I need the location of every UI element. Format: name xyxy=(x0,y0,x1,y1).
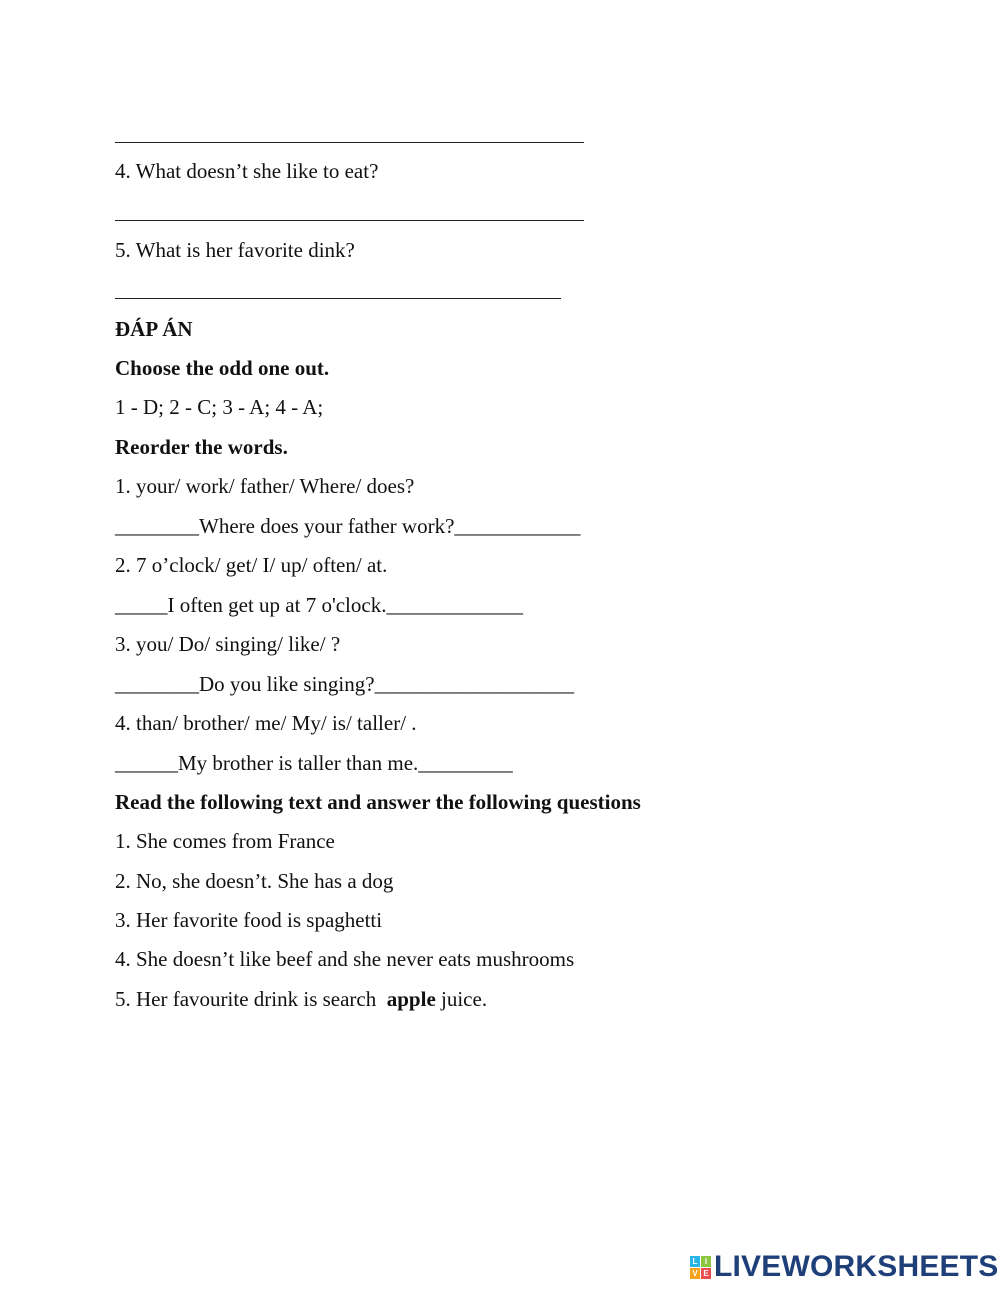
reading-answer-5-bold: apple xyxy=(386,987,436,1011)
reorder-answer-4: ______My brother is taller than me._________ xyxy=(115,751,513,775)
reorder-answer-1: ________Where does your father work?____________ xyxy=(115,514,581,538)
answer-line-3 xyxy=(115,142,584,143)
question-5: 5. What is her favorite dink? xyxy=(115,238,355,262)
odd-one-out-title: Choose the odd one out. xyxy=(115,356,330,380)
logo-tile-l: L xyxy=(690,1256,700,1267)
reorder-prompt-1: 1. your/ work/ father/ Where/ does? xyxy=(115,474,415,498)
reorder-title: Reorder the words. xyxy=(115,435,288,459)
reading-answer-5-before: 5. Her favourite drink is search xyxy=(115,987,382,1011)
logo-mark-icon xyxy=(690,1256,711,1279)
reorder-answer-3: ________Do you like singing?___________________ xyxy=(115,672,575,696)
answer-key-heading: ĐÁP ÁN xyxy=(115,317,193,341)
reading-title: Read the following text and answer the following questions xyxy=(115,790,641,814)
logo-text: LIVEWORKSHEETS xyxy=(714,1250,999,1283)
odd-one-out-answers: 1 - D; 2 - C; 3 - A; 4 - A; xyxy=(115,395,324,419)
logo-tile-e: E xyxy=(701,1268,711,1279)
answer-line-4 xyxy=(115,220,584,221)
logo-tile-i: I xyxy=(701,1256,711,1267)
answer-line-5 xyxy=(115,298,561,299)
reading-answer-2: 2. No, she doesn’t. She has a dog xyxy=(115,869,394,893)
reorder-answer-2: _____I often get up at 7 o'clock._____________ xyxy=(115,593,523,617)
reading-answer-5-after: juice. xyxy=(435,987,488,1011)
reading-answer-4: 4. She doesn’t like beef and she never eats mushrooms xyxy=(115,947,575,971)
reading-answer-5 xyxy=(115,987,487,1011)
logo-tile-v: V xyxy=(690,1268,700,1279)
reorder-prompt-4: 4. than/ brother/ me/ My/ is/ taller/ . xyxy=(115,711,417,735)
question-4: 4. What doesn’t she like to eat? xyxy=(115,159,379,183)
reorder-prompt-3: 3. you/ Do/ singing/ like/ ? xyxy=(115,632,341,656)
reading-answer-1: 1. She comes from France xyxy=(115,829,335,853)
reorder-prompt-2: 2. 7 o’clock/ get/ I/ up/ often/ at. xyxy=(115,553,388,577)
liveworksheets-logo xyxy=(690,1251,999,1283)
reading-answer-3: 3. Her favorite food is spaghetti xyxy=(115,908,383,932)
